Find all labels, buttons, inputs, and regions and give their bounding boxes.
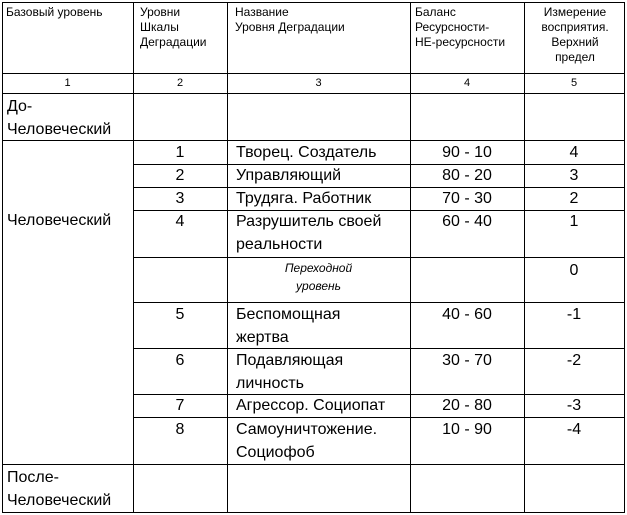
header-base-level: Базовый уровень bbox=[6, 5, 103, 19]
column-number: 5 bbox=[570, 77, 578, 89]
level-name: Подавляющая личность bbox=[236, 352, 344, 392]
column-number: 3 bbox=[315, 77, 322, 89]
level-name: Беспомощная жертва bbox=[236, 306, 341, 346]
perception-value: -2 bbox=[566, 352, 582, 369]
base-level-human: Человеческий bbox=[7, 212, 112, 229]
level-name: Творец. Создатель bbox=[236, 144, 377, 161]
grid-line bbox=[133, 257, 625, 258]
scale-level: 2 bbox=[175, 167, 185, 184]
base-level-pre-human: До- Человеческий bbox=[7, 98, 112, 138]
balance-value: 60 - 40 bbox=[442, 213, 492, 230]
perception-value: 1 bbox=[569, 213, 579, 230]
header-scale-levels: Уровни Шкалы Деградации bbox=[140, 5, 207, 49]
level-name: Агрессор. Социопат bbox=[236, 397, 386, 414]
grid-line bbox=[2, 73, 625, 74]
scale-level: 4 bbox=[175, 213, 185, 230]
scale-level: 8 bbox=[175, 421, 185, 438]
transitional-level-label: Переходной уровень bbox=[284, 261, 353, 293]
grid-line bbox=[2, 2, 625, 3]
level-name: Трудяга. Работник bbox=[236, 190, 372, 207]
scale-level: 6 bbox=[175, 352, 185, 369]
grid-line bbox=[2, 512, 625, 513]
balance-value: 20 - 80 bbox=[442, 397, 492, 414]
balance-value: 80 - 20 bbox=[442, 167, 492, 184]
perception-value: 2 bbox=[569, 190, 579, 207]
perception-value: 0 bbox=[569, 262, 579, 279]
balance-value: 30 - 70 bbox=[442, 352, 492, 369]
header-level-name: Название Уровня Деградации bbox=[235, 5, 345, 34]
perception-value: 4 bbox=[569, 144, 579, 161]
column-number: 4 bbox=[463, 77, 471, 89]
level-name: Самоуничтожение. Социофоб bbox=[236, 421, 378, 461]
scale-level: 1 bbox=[175, 144, 185, 161]
scale-level: 7 bbox=[175, 397, 185, 414]
scale-level: 5 bbox=[175, 306, 185, 323]
perception-value: -4 bbox=[566, 421, 582, 438]
grid-line bbox=[2, 93, 625, 94]
perception-value: 3 bbox=[569, 167, 579, 184]
column-number: 1 bbox=[64, 77, 71, 89]
header-balance: Баланс Ресурсности- НЕ-ресурсности bbox=[415, 5, 506, 49]
balance-value: 90 - 10 bbox=[442, 144, 492, 161]
balance-value: 40 - 60 bbox=[442, 306, 492, 323]
level-name: Разрушитель своей реальности bbox=[236, 213, 382, 253]
perception-value: -3 bbox=[566, 397, 582, 414]
degradation-scale-table bbox=[2, 2, 625, 513]
base-level-post-human: После- Человеческий bbox=[7, 469, 112, 509]
balance-value: 10 - 90 bbox=[442, 421, 492, 438]
balance-value: 70 - 30 bbox=[442, 190, 492, 207]
perception-value: -1 bbox=[566, 306, 582, 323]
scale-level: 3 bbox=[175, 190, 185, 207]
column-number: 2 bbox=[176, 77, 184, 89]
level-name: Управляющий bbox=[236, 167, 342, 184]
grid-line bbox=[2, 464, 625, 465]
header-perception: Измерение восприятия. Верхний предел bbox=[541, 5, 609, 64]
